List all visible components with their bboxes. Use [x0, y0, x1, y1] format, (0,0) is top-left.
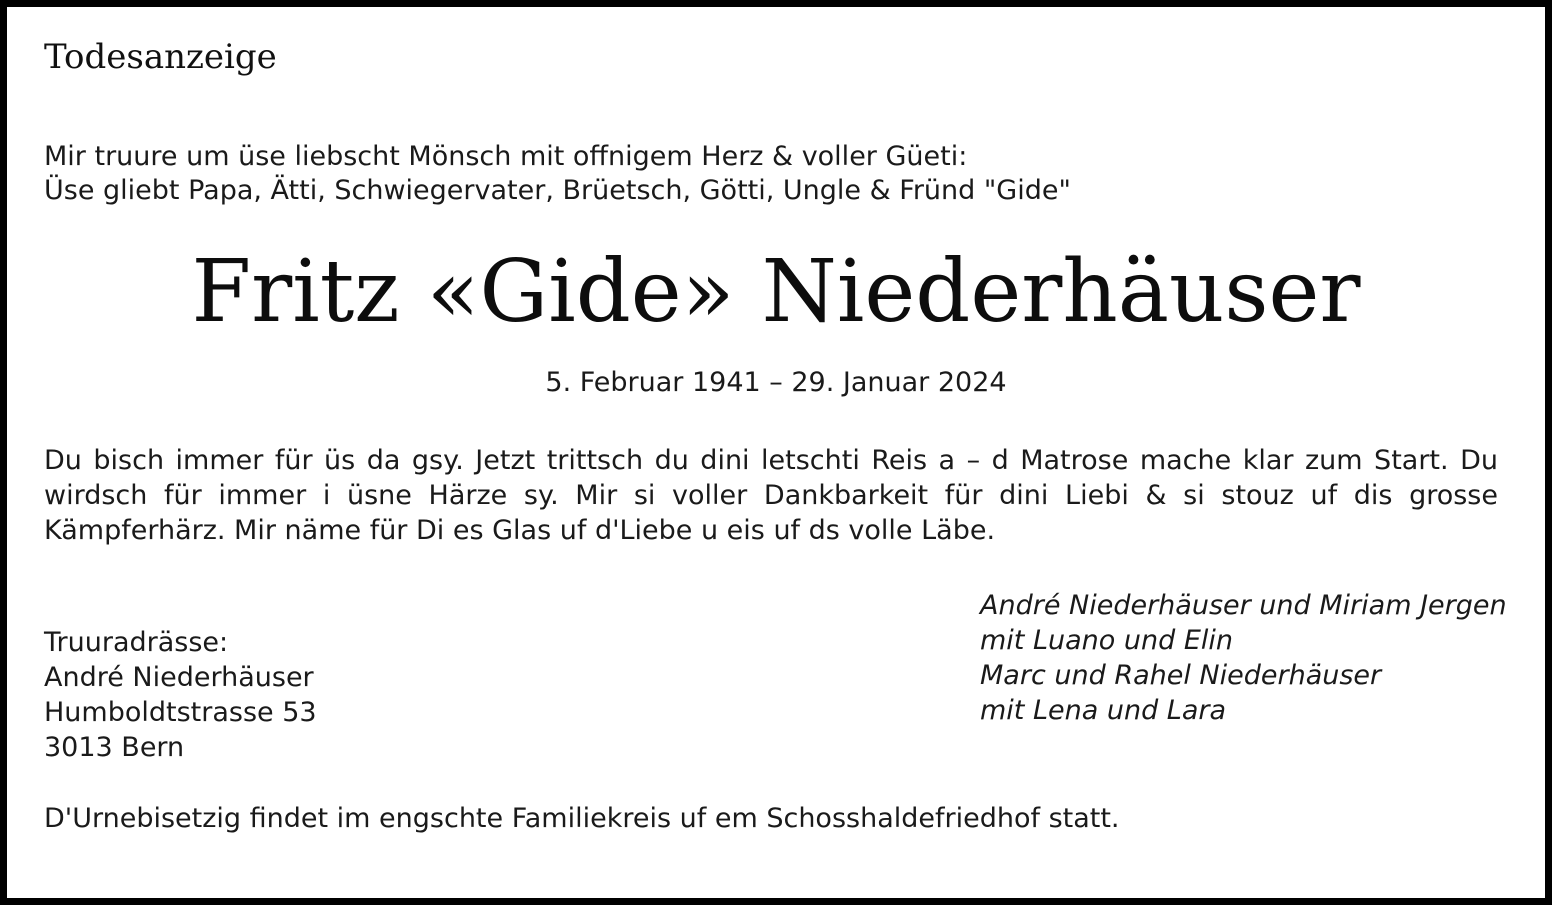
life-dates: 5. Februar 1941 – 29. Januar 2024 [545, 367, 1007, 398]
address-name: André Niederhäuser [44, 662, 314, 693]
intro-text [44, 140, 1071, 208]
family-line: Marc und Rahel Niederhäuser [980, 660, 1382, 691]
family-line: André Niederhäuser und Miriam Jergen [980, 590, 1507, 621]
family-line: mit Luano und Elin [980, 625, 1234, 656]
family-signatures [980, 588, 1507, 728]
address-city: 3013 Bern [44, 732, 185, 763]
notice-heading: Todesanzeige [44, 37, 277, 77]
farewell-message: Du bisch immer für üs da gsy. Jetzt trittsch du dini letschti Reis a – d Matrose mache klar zum Start. Du wirdsch für immer i üsne Härze sy. Mir si voller Dankbarkeit für dini Liebi & si stouz uf dis grosse Kämpferhärz. Mir näme für Di es Glas uf d'Liebe u eis uf ds volle Läbe. [44, 445, 1498, 546]
funeral-info: D'Urnebisetzig findet im engschte Familiekreis uf em Schosshaldefriedhof statt. [44, 803, 1120, 834]
intro-line: Üse gliebt Papa, Ätti, Schwiegervater, Brüetsch, Götti, Ungle & Fründ "Gide" [44, 175, 1071, 206]
address-label: Truuradrässe: [44, 627, 229, 658]
family-line: mit Lena und Lara [980, 695, 1227, 726]
deceased-name: Fritz «Gide» Niederhäuser [191, 242, 1361, 342]
intro-line: Mir truure um üse liebscht Mönsch mit offnigem Herz & voller Güeti: [44, 141, 968, 172]
mourning-address [44, 625, 317, 765]
address-street: Humboldtstrasse 53 [44, 697, 317, 728]
